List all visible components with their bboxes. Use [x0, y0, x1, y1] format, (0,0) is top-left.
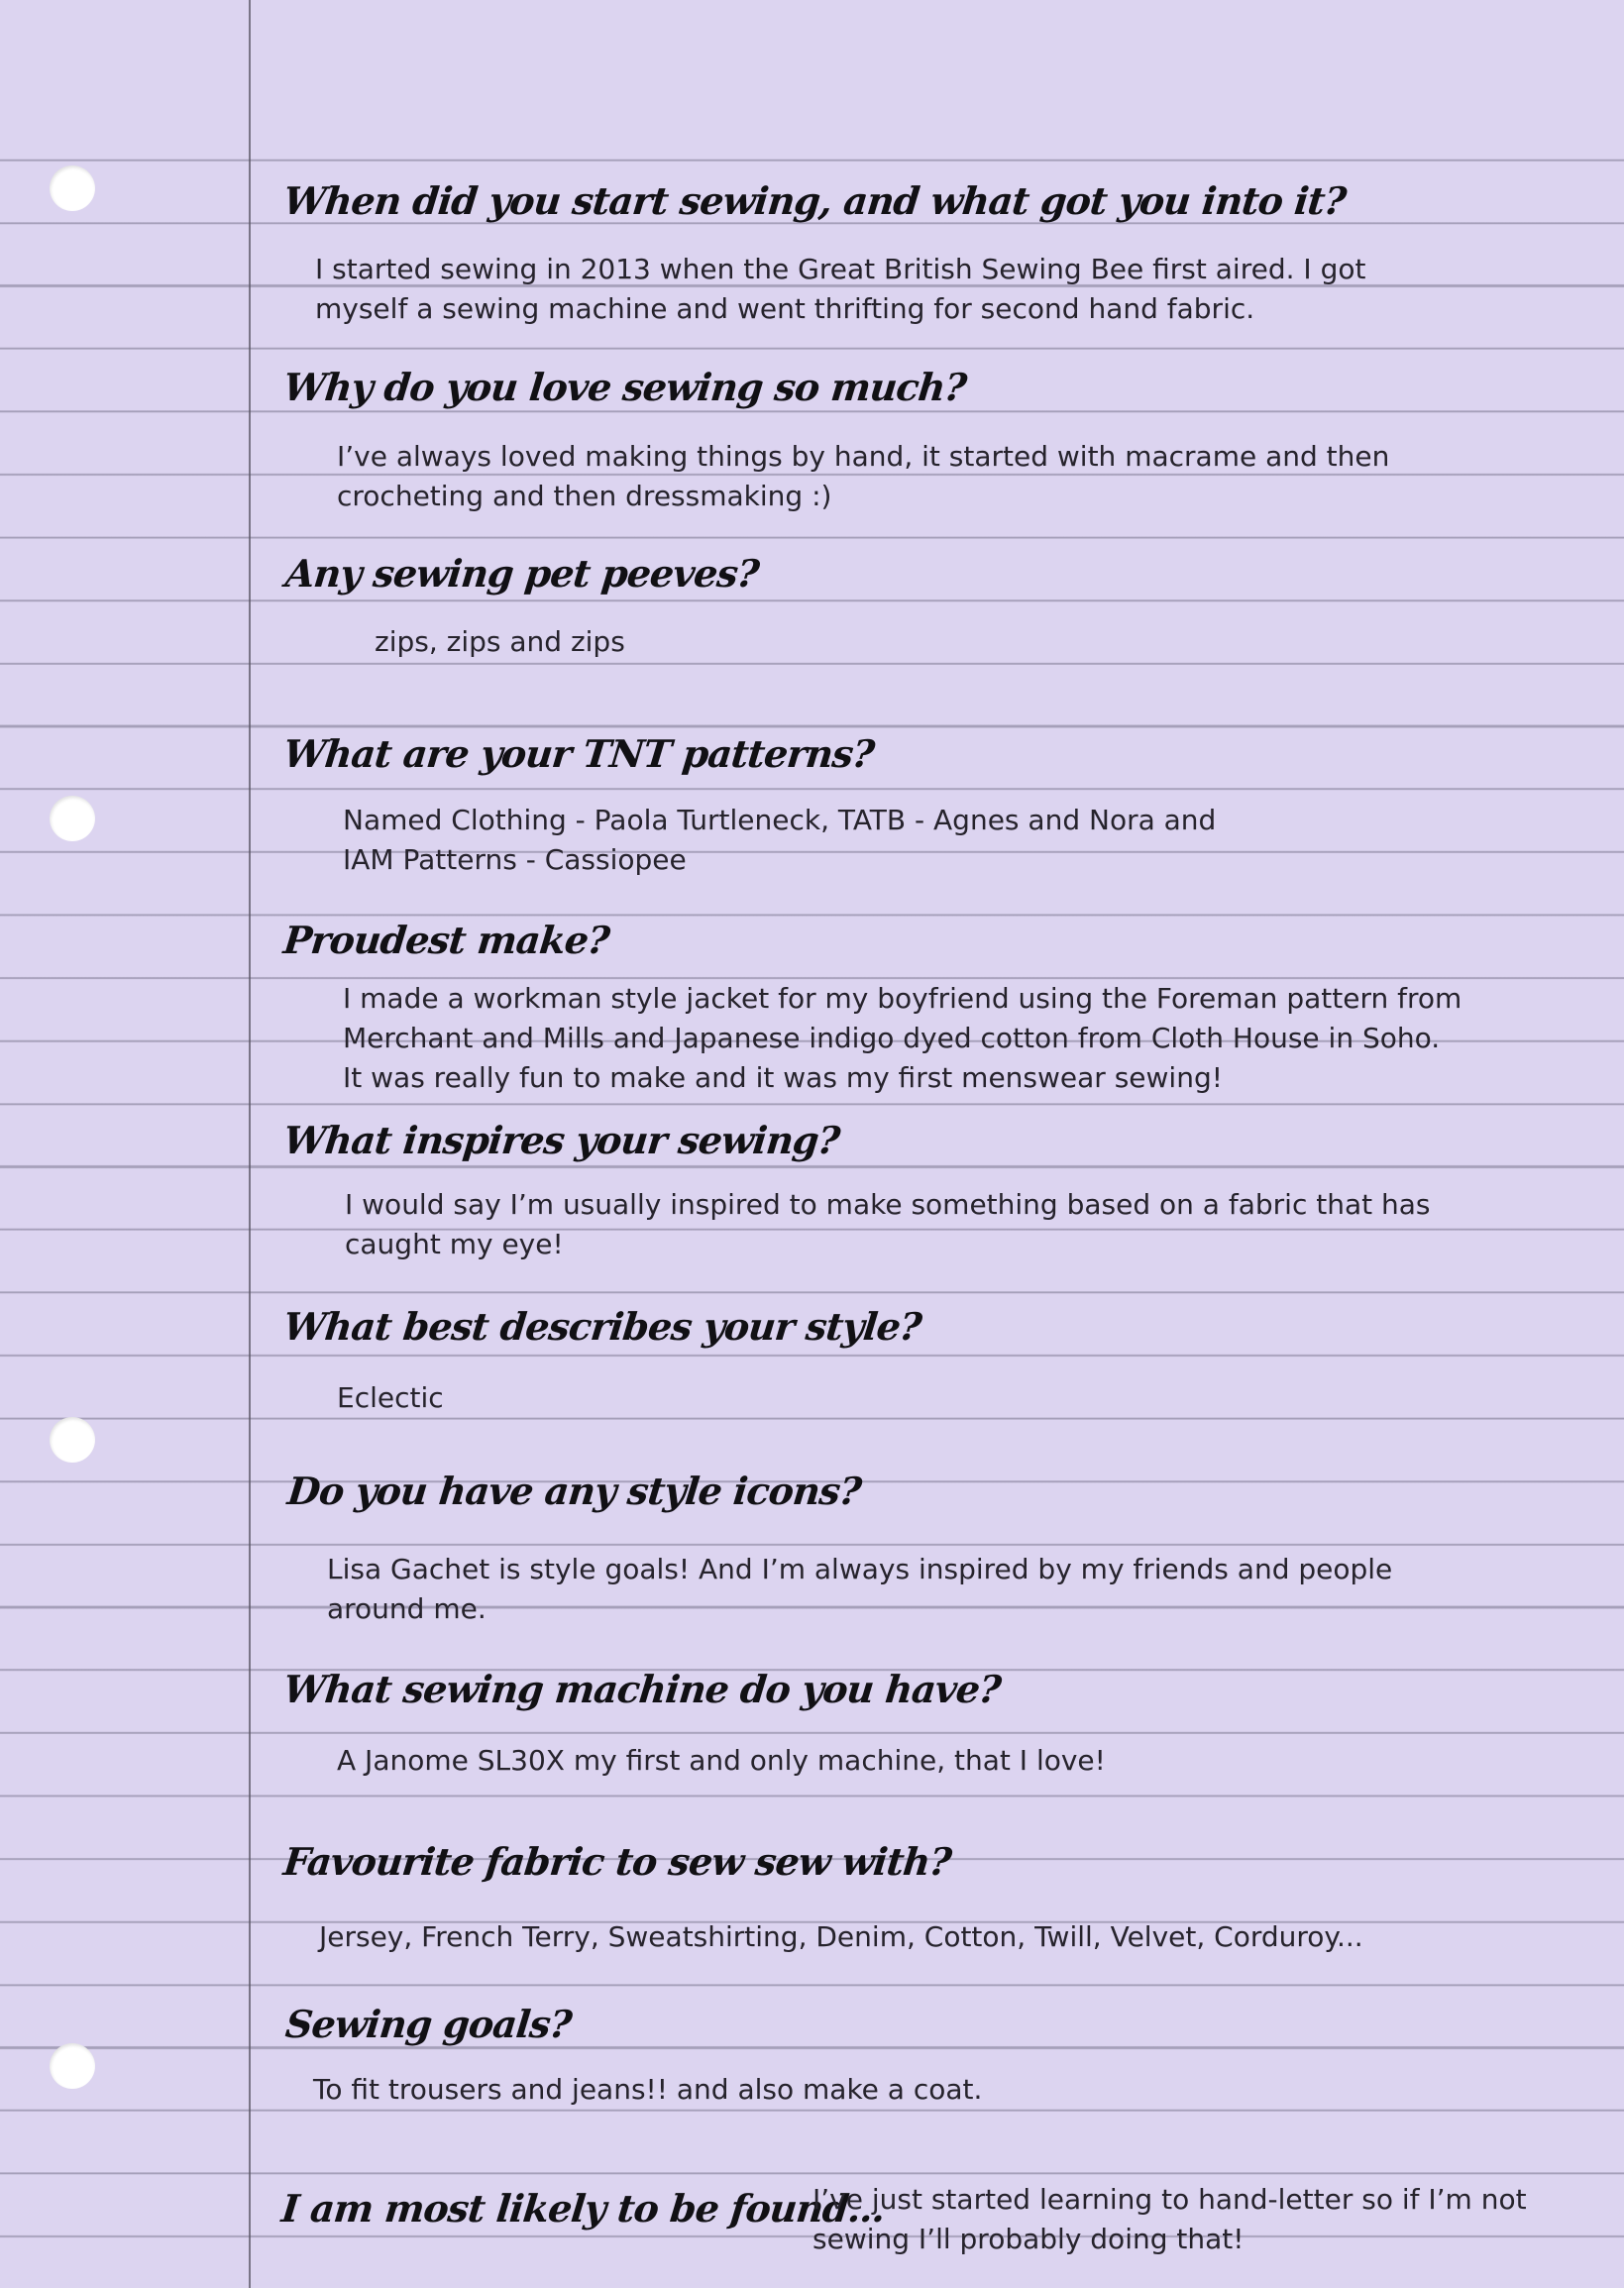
margin-rule — [249, 0, 251, 2288]
answer-love-sewing — [337, 437, 1389, 516]
answer-tnt-patterns — [343, 801, 1216, 880]
answer-line: I started sewing in 2013 when the Great British Sewing Bee first aired. I got — [315, 253, 1366, 285]
page-top-margin — [0, 0, 1624, 159]
answer-line: A Janome SL30X my first and only machine, that I love! — [337, 1744, 1106, 1777]
answer-line: IAM Patterns - Cassiopee — [343, 843, 687, 876]
answer-line: crocheting and then dressmaking :) — [337, 480, 832, 512]
answer-most-likely-found — [812, 2180, 1527, 2259]
answer-line: zips, zips and zips — [375, 625, 625, 658]
answer-line: Eclectic — [337, 1381, 444, 1414]
answer-line: Jersey, French Terry, Sweatshirting, Denim, Cotton, Twill, Velvet, Corduroy... — [319, 1920, 1363, 1953]
answer-line: around me. — [327, 1592, 487, 1625]
question-style: What best describes your style? — [281, 1304, 923, 1349]
answer-pet-peeves — [375, 622, 625, 662]
question-start-sewing: When did you start sewing, and what got you into it? — [281, 178, 1349, 223]
answer-proudest-make — [343, 979, 1462, 1098]
answer-favourite-fabric — [319, 1917, 1363, 1957]
question-tnt-patterns: What are your TNT patterns? — [281, 731, 877, 776]
answer-line: It was really fun to make and it was my first menswear sewing! — [343, 1061, 1223, 1094]
punch-hole — [50, 796, 95, 841]
punch-hole — [50, 165, 95, 211]
answer-sewing-machine — [337, 1741, 1106, 1781]
answer-line: I would say I’m usually inspired to make something based on a fabric that has — [345, 1188, 1431, 1221]
answer-line: I’ve just started learning to hand-letter so if I’m not — [812, 2183, 1527, 2216]
question-love-sewing: Why do you love sewing so much? — [281, 365, 969, 409]
answer-line: I’ve always loved making things by hand, it started with macrame and then — [337, 440, 1390, 473]
answer-line: Merchant and Mills and Japanese indigo dyed cotton from Cloth House in Soho. — [343, 1022, 1441, 1054]
punch-hole — [50, 1417, 95, 1463]
question-inspires-sewing: What inspires your sewing? — [281, 1118, 842, 1162]
answer-line: Named Clothing - Paola Turtleneck, TATB - Agnes and Nora and — [343, 804, 1217, 836]
question-most-likely-found: I am most likely to be found... — [279, 2186, 887, 2231]
question-style-icons: Do you have any style icons? — [285, 1469, 863, 1513]
question-favourite-fabric: Favourite fabric to sew sew with? — [281, 1839, 953, 1884]
answer-line: To fit trousers and jeans!! and also make a coat. — [313, 2073, 983, 2106]
answer-style-icons — [327, 1550, 1392, 1629]
answer-line: I made a workman style jacket for my boyfriend using the Foreman pattern from — [343, 982, 1462, 1015]
answer-style — [337, 1378, 444, 1418]
answer-line: Lisa Gachet is style goals! And I’m always inspired by my friends and people — [327, 1553, 1393, 1585]
answer-line: sewing I’ll probably doing that! — [812, 2223, 1245, 2255]
question-proudest-make: Proudest make? — [281, 918, 611, 962]
answer-inspires-sewing — [345, 1185, 1431, 1264]
question-pet-peeves: Any sewing pet peeves? — [283, 551, 761, 596]
answer-start-sewing — [315, 250, 1365, 329]
question-sewing-machine: What sewing machine do you have? — [281, 1667, 1003, 1711]
question-sewing-goals: Sewing goals? — [283, 2002, 574, 2046]
answer-line: myself a sewing machine and went thrifting for second hand fabric. — [315, 292, 1255, 325]
punch-hole — [50, 2043, 95, 2089]
answer-line: caught my eye! — [345, 1228, 564, 1260]
answer-sewing-goals — [313, 2070, 982, 2110]
